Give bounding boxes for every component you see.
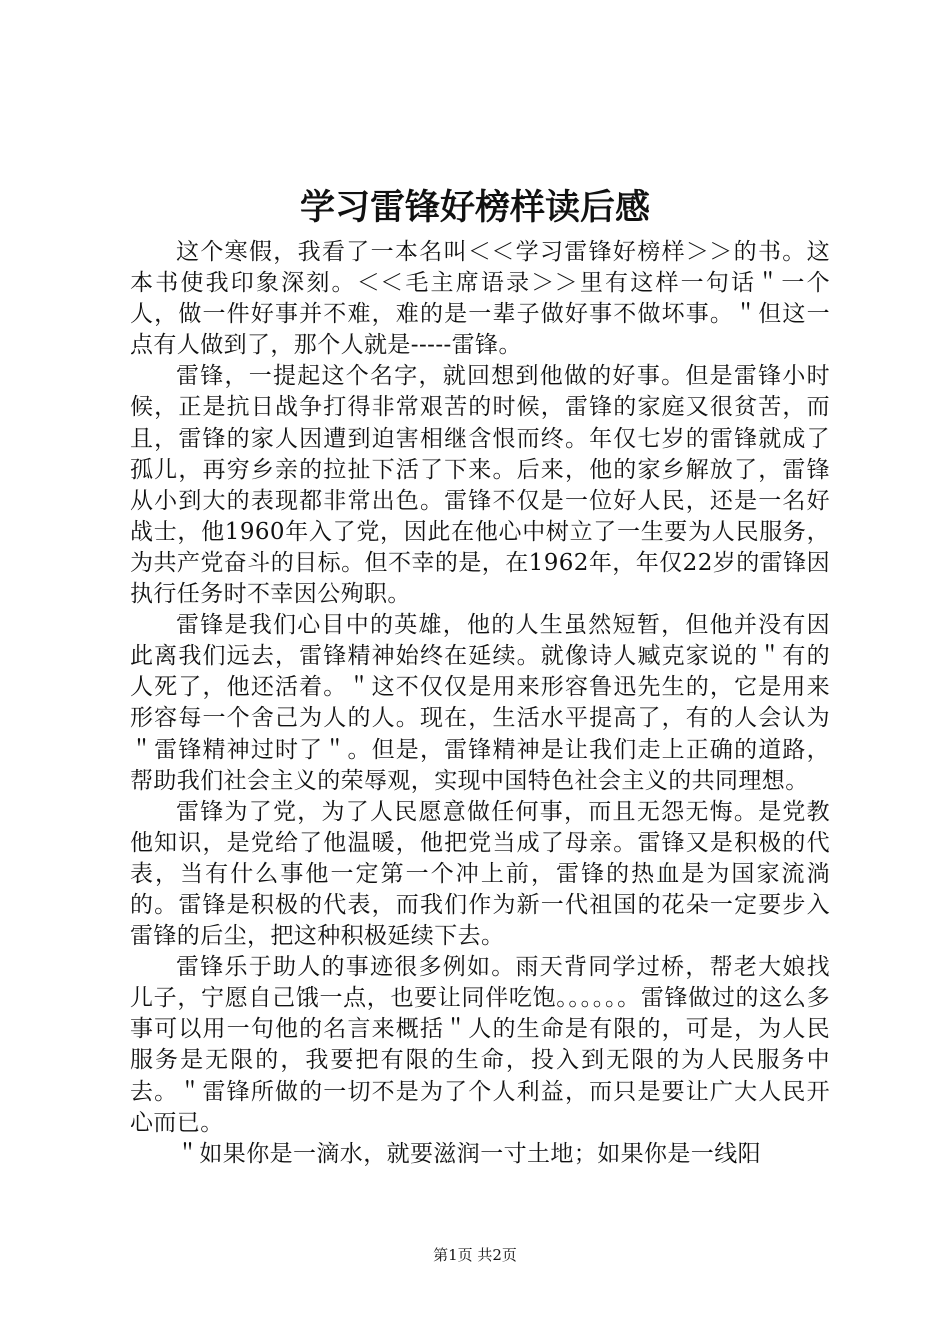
paragraph-2: 雷锋，一提起这个名字，就回想到他做的好事。但是雷锋小时候，正是抗日战争打得非常艰苦的时候，雷锋的家庭又很贫苦，而且，雷锋的家人因遭到迫害相继含恨而终。年仅七岁的雷锋就成了孤儿，再穷乡亲的拉扯下活了下来。后来，他的家乡解放了，雷锋从小到大的表现都非常出色。雷锋不仅是一位好人民，还是一名好战士，他1960年入了党，因此在他心中树立了一生要为人民服务，为共产党奋斗的目标。但不幸的是，在1962年，年仅22岁的雷锋因执行任务时不幸因公殉职。 xyxy=(130,363,830,608)
paragraph-5: 雷锋乐于助人的事迹很多例如。雨天背同学过桥，帮老大娘找儿子，宁愿自己饿一点，也要让同伴吃饱。。。。。。雷锋做过的这么多事可以用一句他的名言来概括＂人的生命是有限的，可是，为人民服务是无限的，我要把有限的生命，投入到无限的为人民服务中去。＂雷锋所做的一切不是为了个人利益，而只是要让广大人民开心而已。 xyxy=(130,954,830,1136)
paragraph-4: 雷锋为了党，为了人民愿意做任何事，而且无怨无悔。是党教他知识，是党给了他温暖，他把党当成了母亲。雷锋又是积极的代表，当有什么事他一定第一个冲上前，雷锋的热血是为国家流淌的。雷锋是积极的代表，而我们作为新一代祖国的花朵一定要步入雷锋的后尘，把这种积极延续下去。 xyxy=(130,798,830,950)
paragraph-1: 这个寒假，我看了一本名叫＜＜学习雷锋好榜样＞＞的书。这本书使我印象深刻。＜＜毛主席语录＞＞里有这样一句话＂一个人，做一件好事并不难，难的是一辈子做好事不做坏事。＂但这一点有人做到了，那个人就是-----雷锋。 xyxy=(130,239,830,359)
paragraph-6: ＂如果你是一滴水，就要滋润一寸土地；如果你是一线阳 xyxy=(176,1140,761,1167)
document-body xyxy=(130,237,830,1170)
page-number-footer: 第1页 共2页 xyxy=(433,1246,517,1264)
document-title: 学习雷锋好榜样读后感 xyxy=(299,187,650,228)
paragraph-3: 雷锋是我们心目中的英雄，他的人生虽然短暂，但他并没有因此离我们远去，雷锋精神始终在延续。就像诗人臧克家说的＂有的人死了，他还活着。＂这不仅仅是用来形容鲁迅先生的，它是用来形容每一个舍己为人的人。现在，生活水平提高了，有的人会认为＂雷锋精神过时了＂。但是，雷锋精神是让我们走上正确的道路，帮助我们社会主义的荣辱观，实现中国特色社会主义的共同理想。 xyxy=(130,612,830,794)
